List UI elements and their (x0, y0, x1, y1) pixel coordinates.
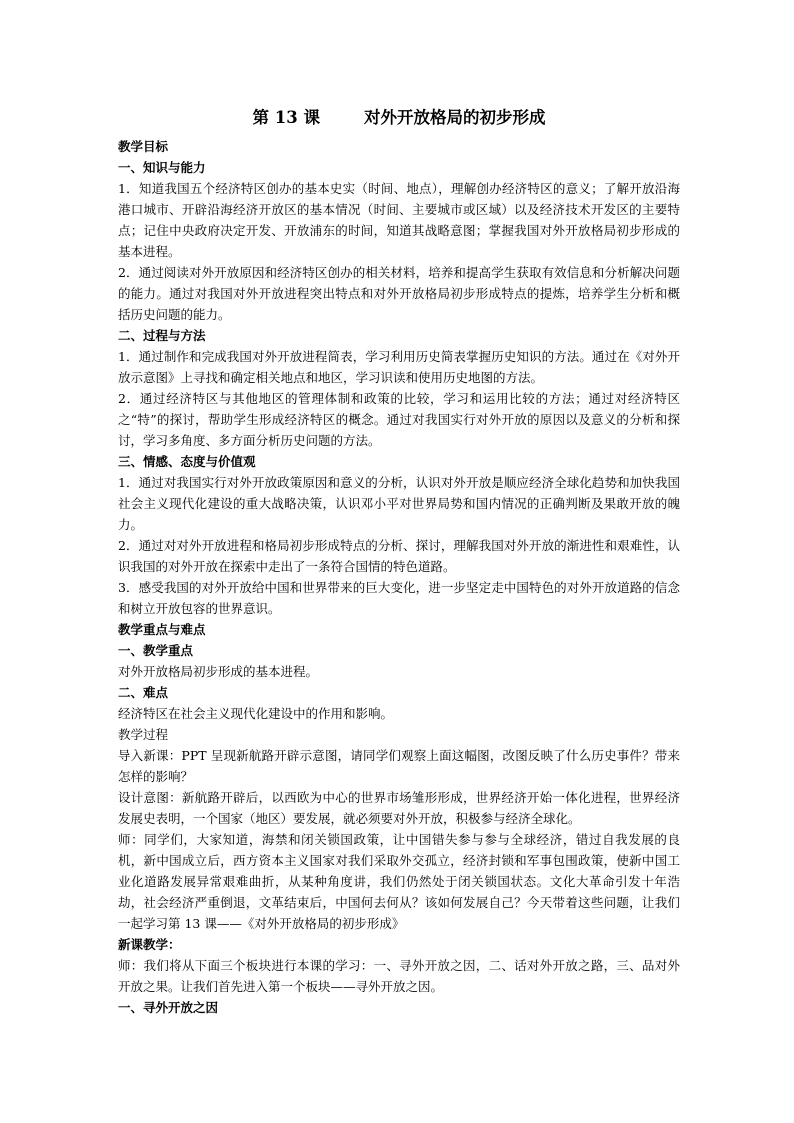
document-page (118, 104, 680, 1018)
values-item-2: 2．通过对对外开放进程和格局初步形成特点的分析、探讨，理解我国对外开放的渐进性和艰难性，认识我国的对外开放在探索中走出了一条符合国情的特色道路。 (118, 538, 680, 574)
section-one-heading: 一、寻外开放之因 (118, 1000, 219, 1015)
knowledge-ability-item-2: 2．通过阅读对外开放原因和经济特区创办的相关材料，培养和提高学生获取有效信息和分析解决问题的能力。通过对我国对外开放进程突出特点和对外开放格局初步形成特点的提炼，培养学生分析和概括历史问题的能力。 (118, 265, 680, 322)
new-lesson-text: 师：我们将从下面三个板块进行本课的学习：一、寻外开放之因，二、话对外开放之路，三、品对外开放之果。让我们首先进入第一个板块——寻外开放之因。 (118, 958, 680, 994)
difficulty-text: 经济特区在社会主义现代化建设中的作用和影响。 (118, 706, 394, 721)
process-method-item-1: 1．通过制作和完成我国对外开放进程简表，学习利用历史简表掌握历史知识的方法。通过在《对外开放示意图》上寻找和确定相关地点和地区，学习识读和使用历史地图的方法。 (118, 349, 680, 385)
page-title (118, 104, 680, 132)
design-intent: 设计意图：新航路开辟后，以西欧为中心的世界市场雏形形成，世界经济开始一体化进程，世界经济发展史表明，一个国家（地区）要发展，就必须要对外开放，积极参与经济全球化。 (118, 790, 680, 826)
objectives-heading: 教学目标 (118, 139, 169, 154)
values-item-3: 3．感受我国的对外开放给中国和世界带来的巨大变化，进一步坚定走中国特色的对外开放道路的信念和树立开放包容的世界意识。 (118, 580, 680, 616)
lesson-intro: 导入新课：PPT 呈现新航路开辟示意图，请同学们观察上面这幅图，改图反映了什么历史事件？带来怎样的影响？ (118, 748, 680, 784)
lesson-name: 对外开放格局的初步形成 (363, 108, 546, 127)
knowledge-ability-heading: 一、知识与能力 (118, 160, 206, 175)
difficulty-heading: 二、难点 (118, 685, 169, 700)
teaching-process-label: 教学过程 (118, 727, 169, 742)
key-point-text: 对外开放格局初步形成的基本进程。 (118, 664, 319, 679)
teacher-speech: 师：同学们，大家知道，海禁和闭关锁国政策，让中国错失参与参与全球经济，错过自我发展的良机，新中国成立后，西方资本主义国家对我们采取外交孤立，经济封锁和军事包围政策，使新中国工业化道路发展异常艰难曲折，从某种角度讲，我们仍然处于闭关锁国状态。文化大革命引发十年浩劫，社会经济严重倒退，文革结束后，中国何去何从？该如何发展自己？今天带着这些问题，让我们一起学习第 13 课——《对外开放格局的初步形成》 (118, 832, 680, 931)
values-heading: 三、情感、态度与价值观 (118, 454, 256, 469)
new-lesson-heading: 新课教学： (118, 937, 181, 952)
process-method-heading: 二、过程与方法 (118, 328, 206, 343)
process-method-item-2: 2．通过经济特区与其他地区的管理体制和政策的比较，学习和运用比较的方法；通过对经济特区之“特”的探讨，帮助学生形成经济特区的概念。通过对我国实行对外开放的原因以及意义的分析和探讨，学习多角度、多方面分析历史问题的方法。 (118, 391, 680, 448)
knowledge-ability-item-1: 1．知道我国五个经济特区创办的基本史实（时间、地点），理解创办经济特区的意义；了解开放沿海港口城市、开辟沿海经济开放区的基本情况（时间、主要城市或区域）以及经济技术开发区的主要特点；记住中央政府决定开发、开放浦东的时间，知道其战略意图；掌握我国对外开放格局初步形成的基本进程。 (118, 181, 680, 259)
key-point-heading: 一、教学重点 (118, 643, 194, 658)
lesson-number: 第 13 课 (252, 108, 320, 127)
key-points-heading: 教学重点与难点 (118, 622, 206, 637)
values-item-1: 1．通过对我国实行对外开放政策原因和意义的分析，认识对外开放是顺应经济全球化趋势和加快我国社会主义现代化建设的重大战略决策，认识邓小平对世界局势和国内情况的正确判断及果敢开放的魄力。 (118, 475, 680, 532)
